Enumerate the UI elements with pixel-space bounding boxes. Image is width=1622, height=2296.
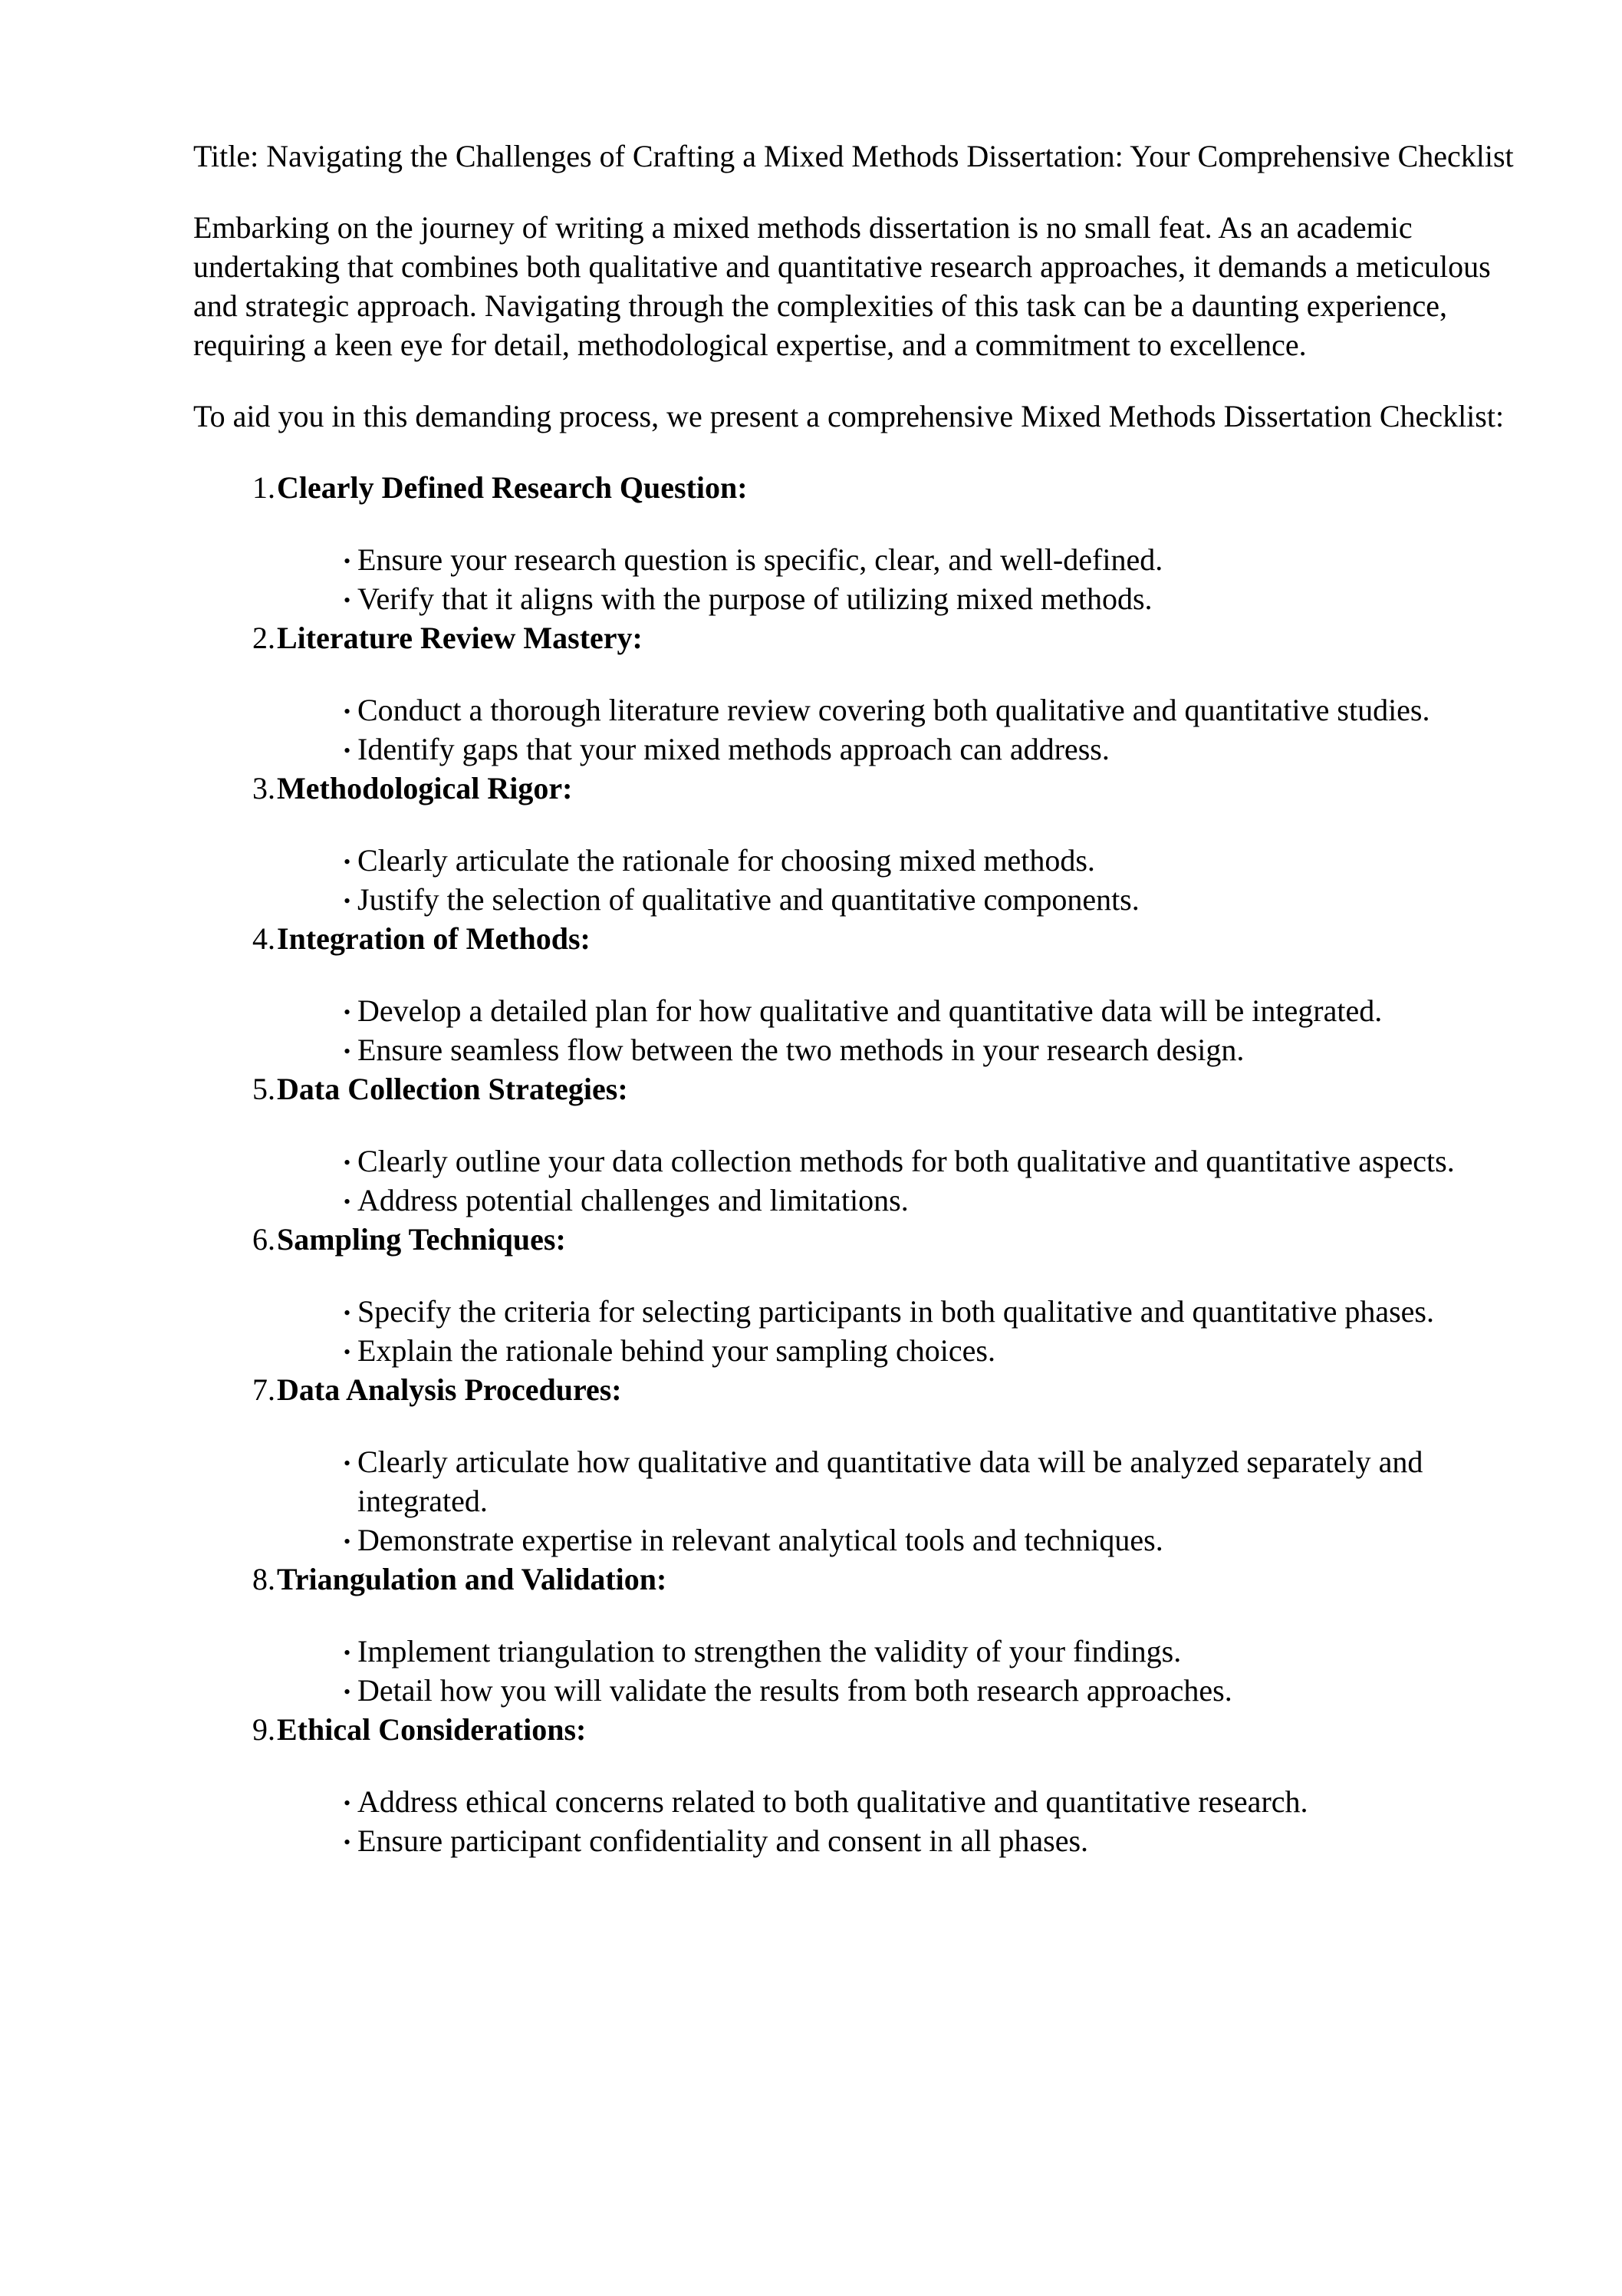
sub-point: • Address ethical concerns related to both qualitative and quantitative research. <box>357 1782 1528 1821</box>
checklist-item <box>193 769 1528 919</box>
checklist <box>193 468 1528 1860</box>
bullet-icon: • <box>344 851 351 873</box>
item-number: 7. <box>252 1372 275 1407</box>
sub-point: • Clearly outline your data collection methods for both qualitative and quantitative aspects. <box>357 1141 1528 1181</box>
sub-list <box>193 1292 1528 1370</box>
sub-point: • Ensure seamless flow between the two methods in your research design. <box>357 1030 1528 1069</box>
item-title: Data Analysis Procedures: <box>277 1372 622 1407</box>
sub-point: • Clearly articulate how qualitative and quantitative data will be analyzed separately and integrated. <box>357 1442 1528 1520</box>
sub-point: • Identify gaps that your mixed methods approach can address. <box>357 730 1528 769</box>
sub-point: • Clearly articulate the rationale for choosing mixed methods. <box>357 841 1528 880</box>
sub-list <box>193 841 1528 919</box>
sub-list <box>193 1782 1528 1860</box>
bullet-icon: • <box>344 1001 351 1023</box>
item-title: Ethical Considerations: <box>277 1712 587 1747</box>
checklist-item <box>193 1710 1528 1860</box>
item-number: 5. <box>252 1072 275 1106</box>
sub-point: • Detail how you will validate the results from both research approaches. <box>357 1671 1528 1710</box>
sub-list <box>193 1442 1528 1560</box>
bullet-icon: • <box>344 1452 351 1474</box>
sub-point: • Ensure your research question is specific, clear, and well-defined. <box>357 540 1528 579</box>
bullet-icon: • <box>344 1341 351 1363</box>
bullet-icon: • <box>344 1831 351 1853</box>
item-number: 4. <box>252 921 275 956</box>
sub-point: • Justify the selection of qualitative and quantitative components. <box>357 880 1528 919</box>
sub-point: • Address potential challenges and limitations. <box>357 1181 1528 1220</box>
bullet-icon: • <box>344 1040 351 1062</box>
sub-point: • Ensure participant confidentiality and consent in all phases. <box>357 1821 1528 1860</box>
item-title: Sampling Techniques: <box>277 1222 566 1257</box>
checklist-item <box>193 618 1528 769</box>
item-title: Literature Review Mastery: <box>277 621 643 655</box>
item-number: 6. <box>252 1222 275 1257</box>
item-number: 2. <box>252 621 275 655</box>
item-number: 3. <box>252 771 275 805</box>
item-title: Integration of Methods: <box>277 921 591 956</box>
sub-point: • Conduct a thorough literature review covering both qualitative and quantitative studies. <box>357 690 1528 730</box>
lead-in-paragraph: To aid you in this demanding process, we present a comprehensive Mixed Methods Dissertation Checklist: <box>193 399 1505 433</box>
checklist-item <box>193 919 1528 1069</box>
checklist-item <box>193 1220 1528 1370</box>
sub-list <box>193 1632 1528 1710</box>
sub-point: • Verify that it aligns with the purpose of utilizing mixed methods. <box>357 579 1528 618</box>
item-number: 9. <box>252 1712 275 1747</box>
sub-point: • Demonstrate expertise in relevant analytical tools and techniques. <box>357 1520 1528 1560</box>
document-page <box>193 137 1528 1860</box>
sub-list <box>193 991 1528 1069</box>
bullet-icon: • <box>344 1642 351 1664</box>
document-title: Title: Navigating the Challenges of Crafting a Mixed Methods Dissertation: Your Comprehensive Checklist <box>193 139 1514 173</box>
item-title: Triangulation and Validation: <box>277 1562 667 1596</box>
item-number: 8. <box>252 1562 275 1596</box>
bullet-icon: • <box>344 550 351 572</box>
item-number: 1. <box>252 470 275 505</box>
bullet-icon: • <box>344 740 351 762</box>
checklist-item <box>193 1069 1528 1220</box>
item-title: Clearly Defined Research Question: <box>277 470 748 505</box>
intro-paragraph: Embarking on the journey of writing a mixed methods dissertation is no small feat. As an academic undertaking that combines both qualitative and quantitative research approaches, it demands a meticulous and strategic approach. Navigating through the complexities of this task can be a daunting experience, requiring a keen eye for detail, methodological expertise, and a commitment to excellence. <box>193 210 1491 362</box>
sub-list <box>193 690 1528 769</box>
bullet-icon: • <box>344 1302 351 1324</box>
bullet-icon: • <box>344 1681 351 1703</box>
checklist-item <box>193 1560 1528 1710</box>
sub-point: • Specify the criteria for selecting participants in both qualitative and quantitative phases. <box>357 1292 1528 1331</box>
sub-point: • Develop a detailed plan for how qualitative and quantitative data will be integrated. <box>357 991 1528 1030</box>
sub-list <box>193 1141 1528 1220</box>
bullet-icon: • <box>344 700 351 723</box>
bullet-icon: • <box>344 890 351 912</box>
checklist-item <box>193 1370 1528 1560</box>
sub-list <box>193 540 1528 618</box>
item-title: Methodological Rigor: <box>277 771 573 805</box>
bullet-icon: • <box>344 1151 351 1174</box>
sub-point: • Implement triangulation to strengthen the validity of your findings. <box>357 1632 1528 1671</box>
bullet-icon: • <box>344 1792 351 1814</box>
sub-point: • Explain the rationale behind your sampling choices. <box>357 1331 1528 1370</box>
item-title: Data Collection Strategies: <box>277 1072 628 1106</box>
bullet-icon: • <box>344 1530 351 1553</box>
bullet-icon: • <box>344 1191 351 1213</box>
checklist-item <box>193 468 1528 618</box>
bullet-icon: • <box>344 589 351 611</box>
